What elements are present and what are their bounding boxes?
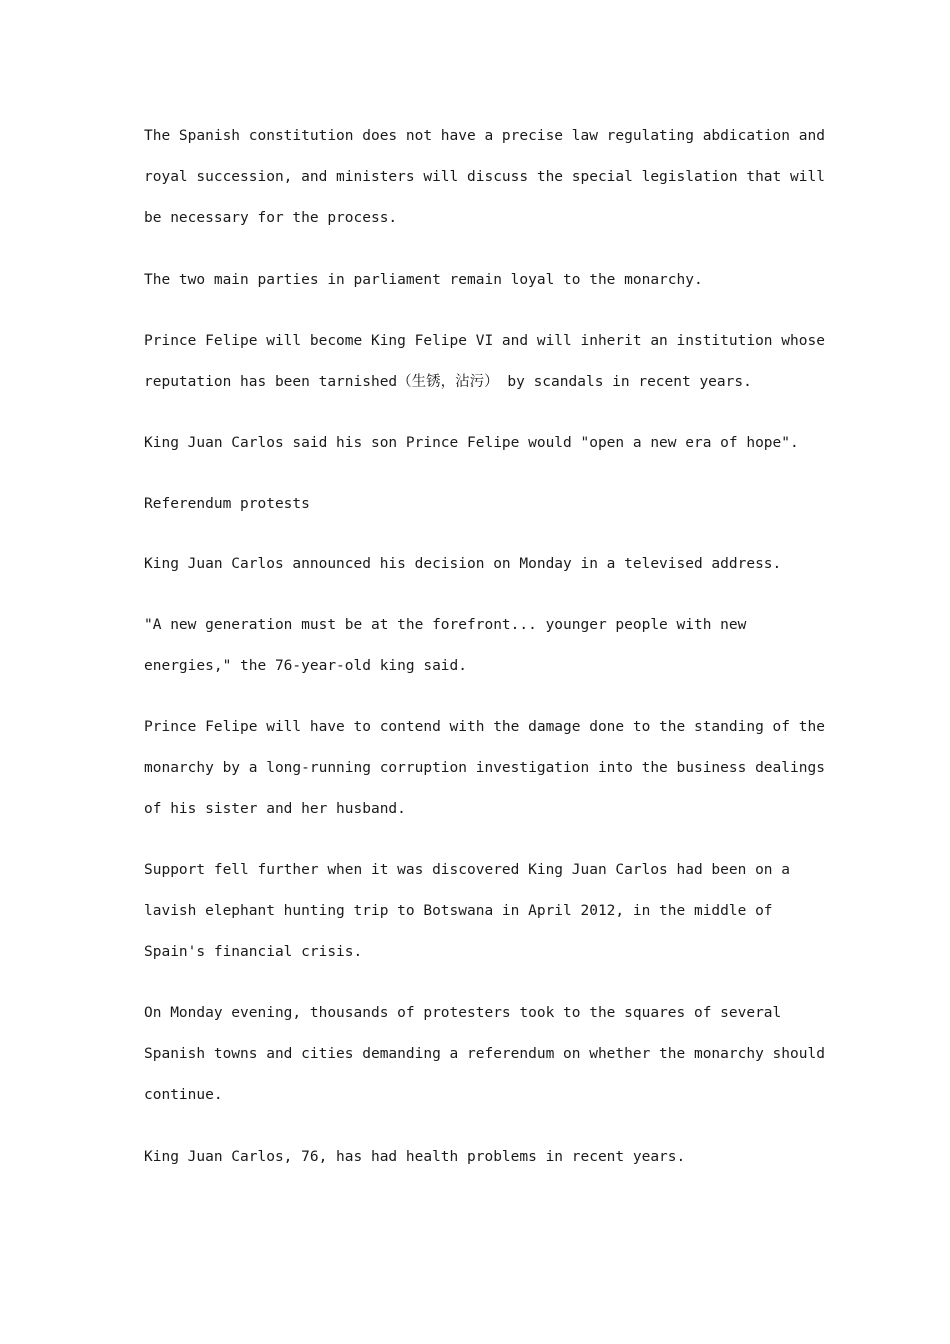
text-line: be necessary for the process. <box>144 210 398 226</box>
text-line: continue. <box>144 1087 223 1103</box>
text-line: King Juan Carlos, 76, has had health problems in recent years. <box>144 1149 686 1165</box>
text-line: Support fell further when it was discovered King Juan Carlos had been on a <box>144 862 791 878</box>
paragraph-constitution <box>144 116 825 239</box>
paragraph-new-era <box>144 423 812 464</box>
paragraph-hunting-trip <box>144 850 812 973</box>
text-line: Spanish towns and cities demanding a referendum on whether the monarchy should <box>144 1046 825 1062</box>
paragraph-felipe-inherit <box>144 321 825 403</box>
text-line: Prince Felipe will have to contend with the damage done to the standing of the <box>144 719 825 735</box>
text-line: Prince Felipe will become King Felipe VI and will inherit an institution whose <box>144 333 825 349</box>
text-line: royal succession, and ministers will discuss the special legislation that will <box>144 169 825 185</box>
text-line: The Spanish constitution does not have a precise law regulating abdication and <box>144 128 825 144</box>
text-line: of his sister and her husband. <box>144 801 406 817</box>
text-line: On Monday evening, thousands of protesters took to the squares of several <box>144 1005 782 1021</box>
text-line: King Juan Carlos announced his decision on Monday in a televised address. <box>144 556 782 572</box>
text-line: lavish elephant hunting trip to Botswana in April 2012, in the middle of <box>144 903 773 919</box>
text-line: energies," the 76-year-old king said. <box>144 658 468 674</box>
subheading-referendum-protests <box>144 484 812 525</box>
text-line: King Juan Carlos said his son Prince Felipe would "open a new era of hope". <box>144 435 799 451</box>
text-line: Spain's financial crisis. <box>144 944 363 960</box>
text-line: reputation has been tarnished（生锈，沾污） by scandals in recent years. <box>144 374 752 390</box>
text-line: The two main parties in parliament remain loyal to the monarchy. <box>144 272 703 288</box>
paragraph-announcement <box>144 544 812 585</box>
text-line: monarchy by a long-running corruption investigation into the business dealings <box>144 760 825 776</box>
paragraph-parties <box>144 260 812 301</box>
text-line: "A new generation must be at the forefront... younger people with new <box>144 617 747 633</box>
paragraph-new-generation-quote <box>144 605 812 687</box>
text-line: Referendum protests <box>144 496 310 512</box>
paragraph-health <box>144 1137 812 1178</box>
paragraph-corruption <box>144 707 825 830</box>
paragraph-protesters <box>144 993 825 1116</box>
